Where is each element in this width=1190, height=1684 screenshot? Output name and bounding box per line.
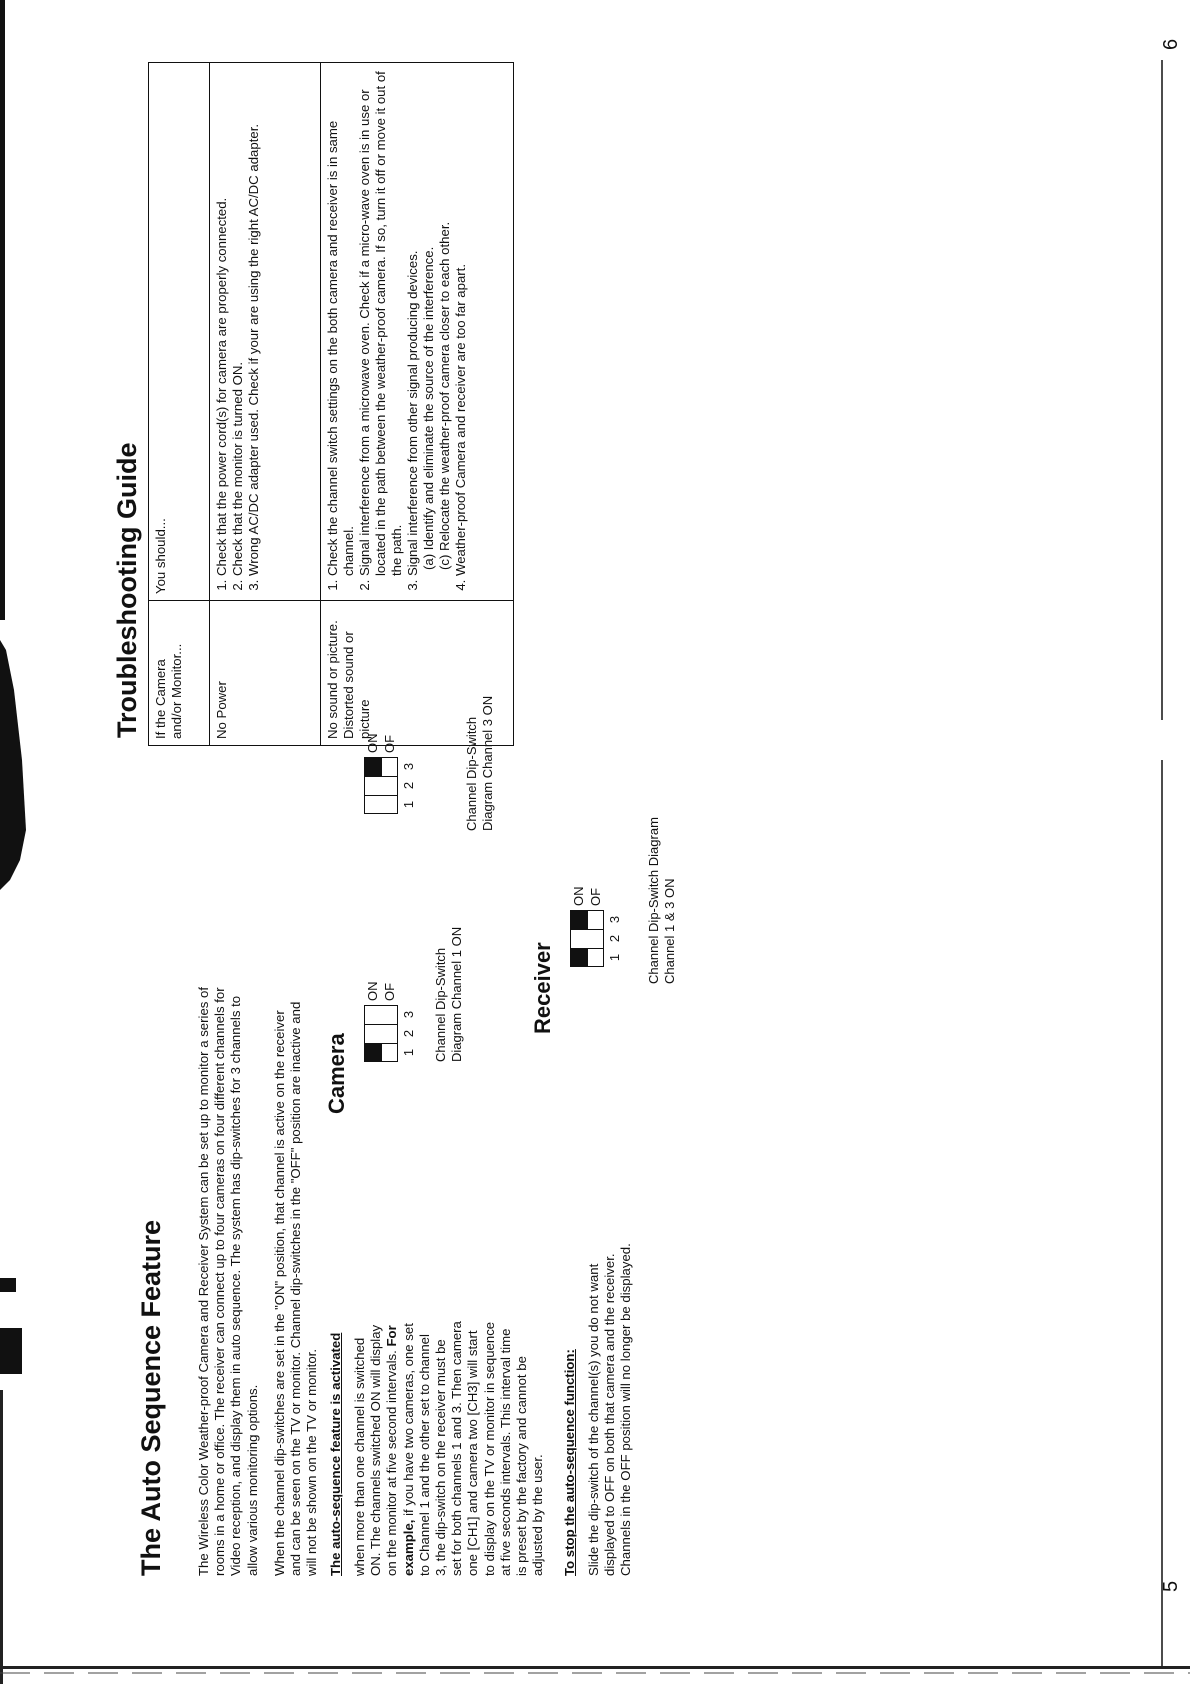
dip-switch-3 bbox=[364, 1005, 398, 1024]
example-lead: For example, bbox=[384, 1325, 416, 1576]
problem-cell: No Power bbox=[210, 601, 321, 746]
dip-switch-numbers: 1 2 3 bbox=[401, 1010, 416, 1057]
receiver-diagram bbox=[570, 887, 622, 968]
dip-switch-grid bbox=[364, 1005, 398, 1062]
dip-switch-2 bbox=[364, 1024, 398, 1043]
list-item: 2. Signal interference from a microwave oven. Check if a micro-wave oven is in use or located in the path between the weather-proof camera. If so, turn it off or move it out of the path. bbox=[357, 71, 405, 576]
camera-heading: Camera bbox=[324, 1033, 349, 1114]
on-label: ON bbox=[365, 733, 380, 753]
dip-switch-1 bbox=[364, 1043, 398, 1062]
off-label: OF bbox=[588, 887, 603, 906]
receiver-heading: Receiver bbox=[530, 942, 555, 1034]
stop-heading: To stop the auto-sequence function: bbox=[562, 1349, 577, 1576]
dip-switch-3 bbox=[364, 757, 398, 776]
list-item bbox=[405, 71, 453, 576]
header-cell-problem: If the Camera and/or Monitor... bbox=[149, 601, 210, 746]
off-label: OF bbox=[382, 734, 397, 753]
list-item: 1. Check that the power cord(s) for camera are properly connected. bbox=[214, 71, 230, 576]
sub-list-item: (c) Relocate the weather-proof camera closer to each other. bbox=[437, 221, 452, 570]
on-label: ON bbox=[571, 886, 586, 906]
dip-switch-2 bbox=[570, 929, 604, 948]
list-item: 3. Wrong AC/DC adapter used. Check if your are using the right AC/DC adapter. bbox=[246, 71, 262, 576]
off-label: OF bbox=[382, 982, 397, 1001]
dip-switch-numbers: 1 2 3 bbox=[607, 915, 622, 962]
troubleshooting-table bbox=[148, 62, 514, 746]
receiver-caption-1: Channel Dip-Switch Diagram bbox=[646, 817, 661, 984]
camera-ch3-caption-1: Channel Dip-Switch bbox=[464, 716, 479, 831]
example-text: if you have two cameras, one set to Channel 1 and the other set to channel 3, the dip-switch on the receiver must be set for both channels 1 and 3. Then camera one [CH1] and camera two [CH3] will start to display on the TV or monitor in sequence at five seconds intervals. This interval time is preset by the factory and cannot be adjusted by the user. bbox=[400, 1321, 546, 1576]
intro-paragraph: The Wireless Color Weather-proof Camera and Receiver System can be set up to monitor a series of rooms in a home or office. The receiver can connect up to four cameras on four different channels for Video reception, and display them in auto sequence. The system has dip-switches for 3 channels to allow various monitoring options. bbox=[196, 986, 260, 1576]
camera-ch1-caption-2: Diagram Channel 1 ON bbox=[449, 926, 464, 1062]
page-number-right: 6 bbox=[1160, 38, 1182, 50]
solution-cell bbox=[321, 63, 514, 601]
dip-switch-grid bbox=[570, 910, 604, 967]
dip-switch-1 bbox=[364, 795, 398, 814]
camera-ch1-diagram bbox=[364, 982, 416, 1063]
dip-switch-1 bbox=[570, 948, 604, 967]
table-header-row bbox=[149, 63, 210, 746]
list-item: 1. Check the channel switch settings on the both camera and receiver is in same channel. bbox=[325, 71, 357, 576]
stop-paragraph: Slide the dip-switch of the channel(s) you do not want displayed to OFF on both that camera and the receiver. Channels in the OFF position will no longer be displayed. bbox=[586, 1243, 634, 1576]
solution-cell bbox=[210, 63, 321, 601]
on-label: ON bbox=[365, 981, 380, 1001]
troubleshooting-title: Troubleshooting Guide bbox=[112, 442, 142, 738]
problem-cell: No sound or picture. Distorted sound or picture bbox=[321, 601, 514, 746]
page-number-left: 5 bbox=[1160, 1580, 1182, 1592]
camera-ch3-caption-2: Diagram Channel 3 ON bbox=[480, 695, 495, 831]
camera-ch1-caption-1: Channel Dip-Switch bbox=[433, 947, 448, 1062]
sub-list-item: (a) Identify and eliminate the source of the interference. bbox=[421, 246, 436, 570]
dip-switch-paragraph: When the channel dip-switches are set in the "ON" position, that channel is active on the receiver and can be seen on the TV or monitor. Channel dip-switches in the "OFF" position are inactive and will not be shown on the TV or monitor. bbox=[272, 1001, 320, 1576]
table-row bbox=[321, 63, 514, 746]
table-row bbox=[210, 63, 321, 746]
dip-switch-3 bbox=[570, 910, 604, 929]
activated-paragraph bbox=[352, 1320, 546, 1576]
list-item: 4. Weather-proof Camera and receiver are too far apart. bbox=[453, 71, 469, 576]
header-cell-solution: You should... bbox=[149, 63, 210, 601]
auto-sequence-title: The Auto Sequence Feature bbox=[136, 1219, 166, 1576]
dip-switch-numbers: 1 2 3 bbox=[401, 762, 416, 809]
dip-switch-2 bbox=[364, 776, 398, 795]
activated-text: when more than one channel is switched ON. The channels switched ON will display on the monitor at five second intervals. bbox=[352, 1324, 400, 1576]
dip-switch-grid bbox=[364, 757, 398, 814]
receiver-caption-2: Channel 1 & 3 ON bbox=[662, 878, 677, 984]
activated-heading: The auto-sequence feature is activated bbox=[328, 1332, 343, 1576]
list-item-text: Signal interference from other signal producing devices. bbox=[405, 250, 420, 576]
list-item: 2. Check that the monitor is turned ON. bbox=[230, 71, 246, 576]
